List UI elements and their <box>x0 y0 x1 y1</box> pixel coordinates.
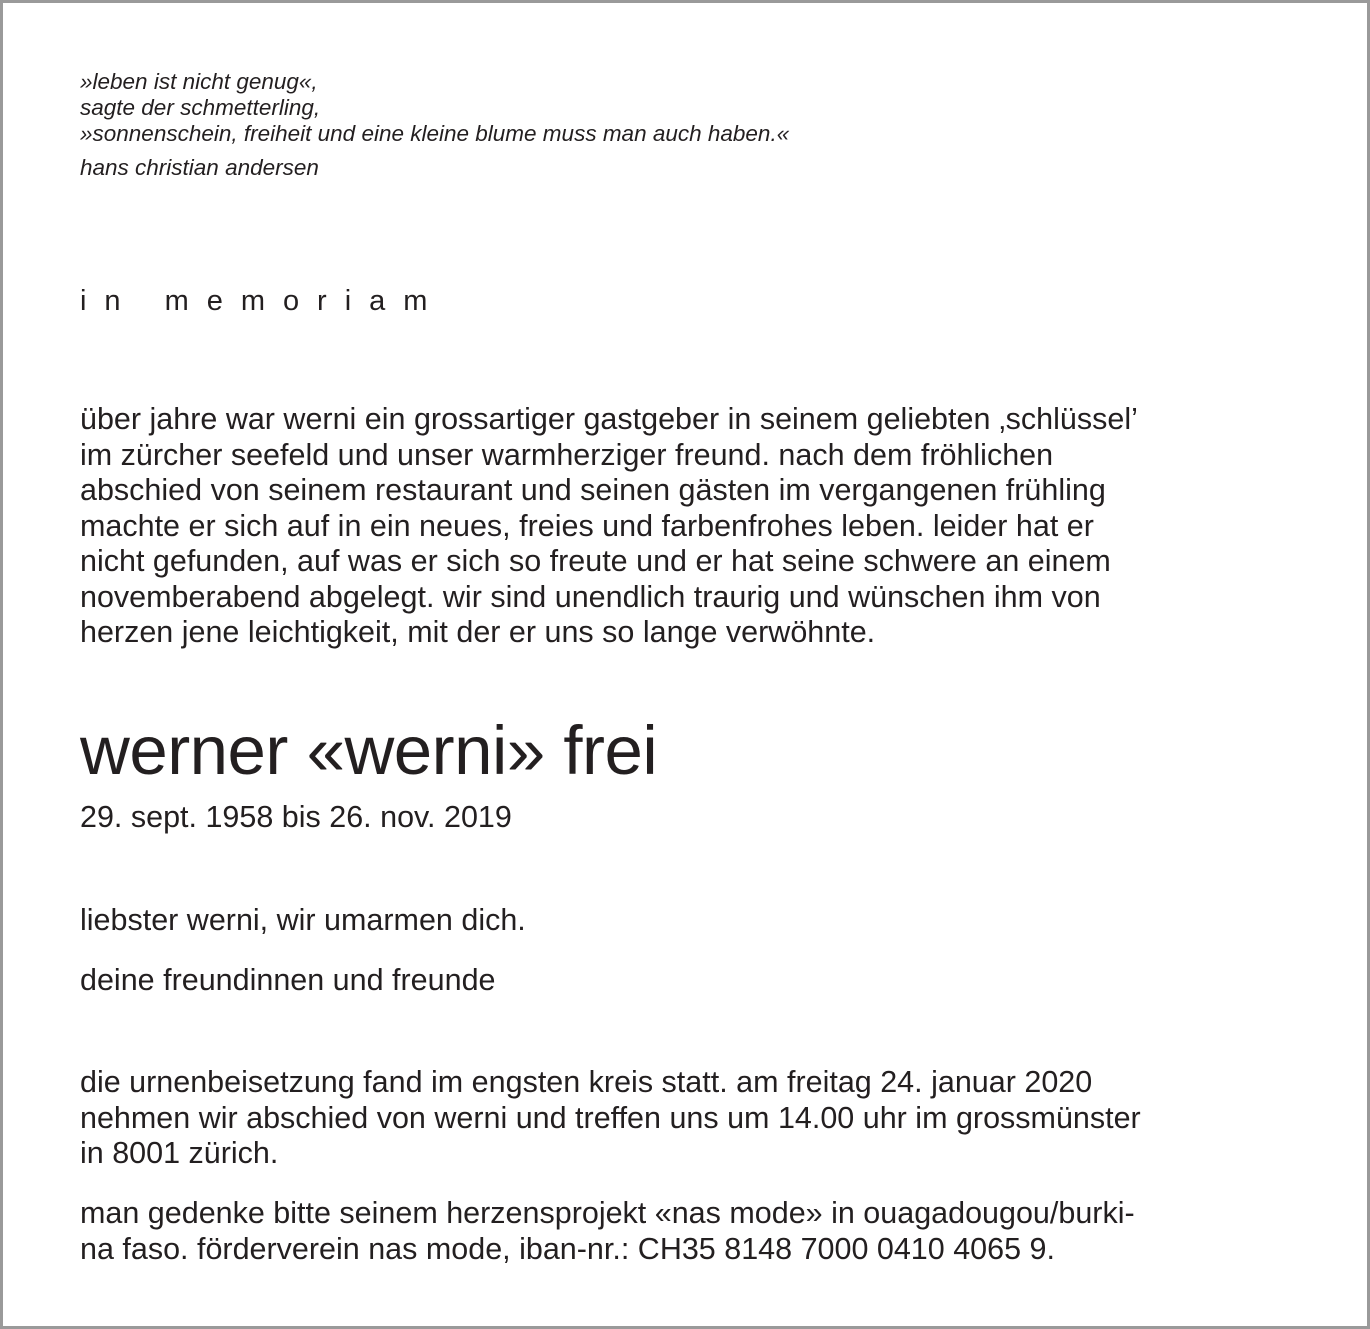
tribute-text <box>80 402 1138 651</box>
donation-line: man gedenke bitte seinem herzensprojekt «nas mode» in ouagadougou/burki- <box>80 1196 1135 1230</box>
life-dates: 29. sept. 1958 bis 26. nov. 2019 <box>80 800 512 834</box>
quote-line: »leben ist nicht genug«, <box>80 69 318 94</box>
in-memoriam-heading: in memoriam <box>80 285 446 317</box>
tribute-line: herzen jene leichtigkeit, mit der er uns so lange verwöhnte. <box>80 615 876 649</box>
tribute-line: machte er sich auf in ein neues, freies und farbenfrohes leben. leider hat er <box>80 508 1094 543</box>
ceremony-notice <box>80 1065 1141 1172</box>
quote-line: sagte der schmetterling, <box>80 95 321 120</box>
ceremony-line: in 8001 zürich. <box>80 1136 279 1170</box>
ceremony-line: die urnenbeisetzung fand im engsten kreis statt. am freitag 24. januar 2020 <box>80 1065 1093 1099</box>
donation-line: na faso. förderverein nas mode, iban-nr.: CH35 8148 7000 0410 4065 9. <box>80 1231 1055 1266</box>
signature: deine freundinnen und freunde <box>80 963 496 997</box>
farewell-message: liebster werni, wir umarmen dich. <box>80 903 526 937</box>
tribute-line: novemberabend abgelegt. wir sind unendlich traurig und wünschen ihm von <box>80 579 1101 614</box>
tribute-line: über jahre war werni ein grossartiger gastgeber in seinem geliebten ‚schlüssel’ <box>80 402 1138 436</box>
deceased-name: werner «werni» frei <box>80 712 658 789</box>
quote-author: hans christian andersen <box>80 155 319 180</box>
epigraph-quote <box>80 69 789 147</box>
tribute-line: nicht gefunden, auf was er sich so freute und er hat seine schwere an einem <box>80 544 1111 578</box>
tribute-line: abschied von seinem restaurant und seinen gästen im vergangenen frühling <box>80 473 1106 507</box>
ceremony-line: nehmen wir abschied von werni und treffen uns um 14.00 uhr im grossmünster <box>80 1100 1141 1135</box>
tribute-line: im zürcher seefeld und unser warmherziger freund. nach dem fröhlichen <box>80 437 1054 472</box>
quote-line: »sonnenschein, freiheit und eine kleine blume muss man auch haben.« <box>80 121 790 146</box>
donation-notice <box>80 1196 1135 1267</box>
